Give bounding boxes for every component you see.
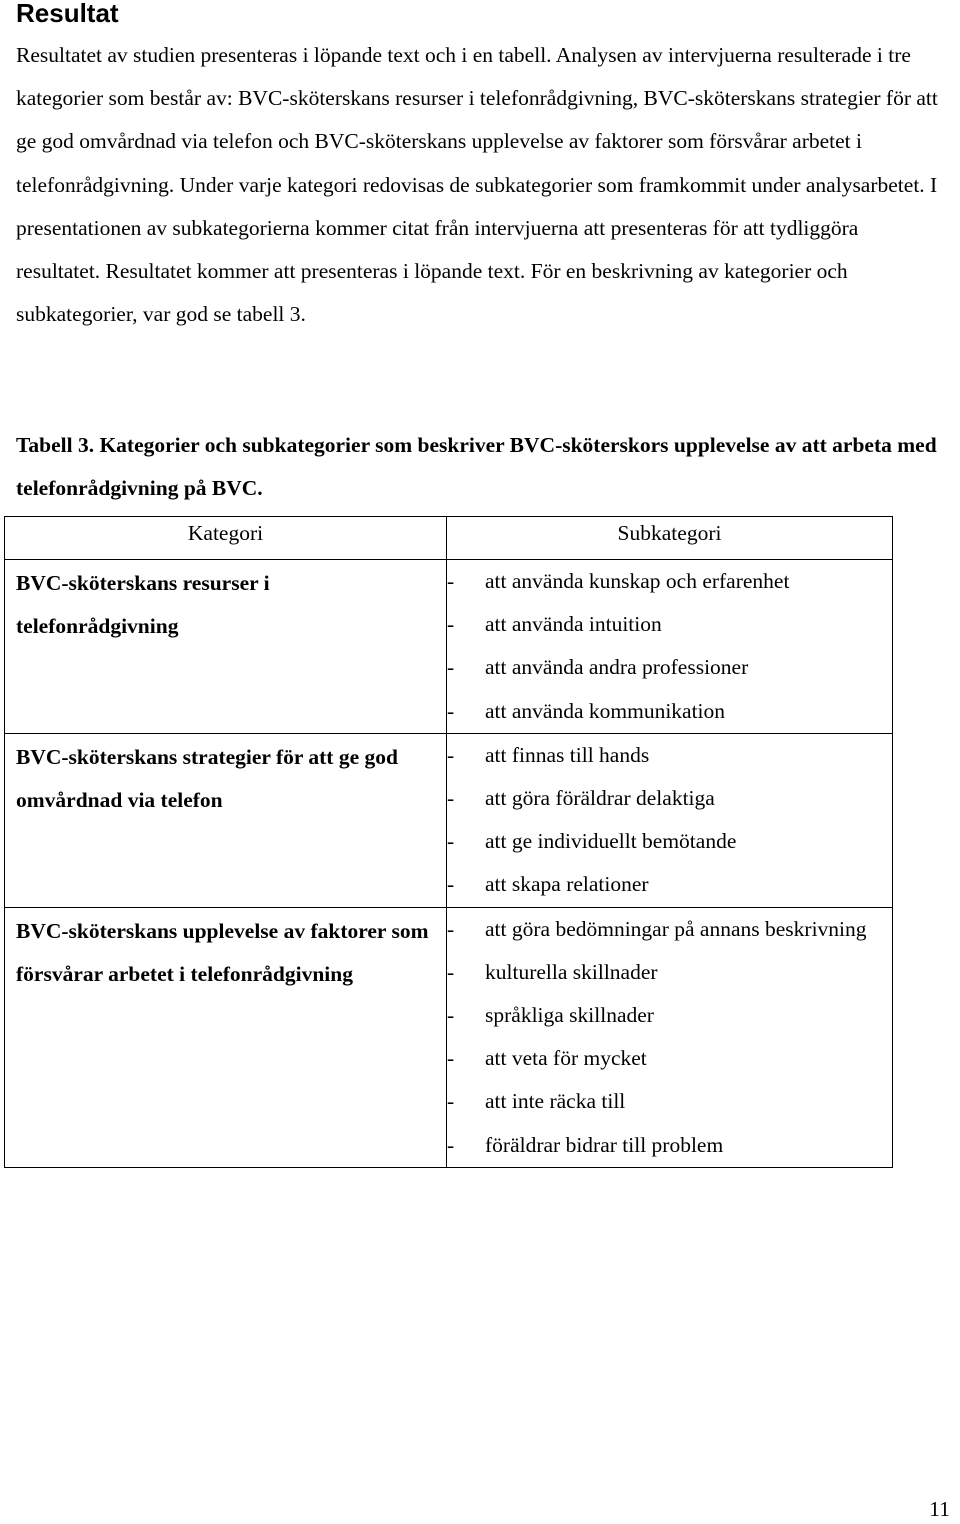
- subcategory-list: [447, 734, 892, 907]
- list-item: [447, 908, 892, 951]
- category-cell: BVC-sköterskans upplevelse av faktorer som försvårar arbetet i telefonrådgivning: [5, 907, 447, 1167]
- dash-bullet: -: [447, 1089, 455, 1114]
- subcategory-text: att göra föräldrar delaktiga: [485, 786, 715, 811]
- page-number: 11: [929, 1497, 950, 1521]
- table-row: [5, 733, 893, 907]
- dash-bullet: -: [447, 1132, 455, 1157]
- category-cell: BVC-sköterskans strategier för att ge god omvårdnad via telefon: [5, 733, 447, 907]
- subcategory-text: att använda kommunikation: [485, 698, 726, 723]
- list-item: [447, 863, 892, 906]
- list-item: [447, 951, 892, 994]
- list-item: [447, 603, 892, 646]
- subcategory-text: att skapa relationer: [485, 872, 649, 897]
- dash-bullet: -: [447, 959, 455, 984]
- dash-bullet: -: [447, 612, 455, 637]
- category-table: [4, 516, 893, 1168]
- subcategory-list: [447, 908, 892, 1167]
- dash-bullet: -: [447, 742, 455, 767]
- subcategory-text: att veta för mycket: [485, 1046, 647, 1071]
- list-item: [447, 777, 892, 820]
- table-row: [5, 907, 893, 1167]
- table-row: [5, 560, 893, 734]
- subcategory-cell: [447, 733, 893, 907]
- list-item: [447, 820, 892, 863]
- header-category: Kategori: [5, 517, 447, 560]
- subcategory-text: att göra bedömningar på annans beskrivning: [485, 916, 867, 941]
- dash-bullet: -: [447, 829, 455, 854]
- list-item: [447, 560, 892, 603]
- subcategory-text: att finnas till hands: [485, 742, 650, 767]
- category-cell: BVC-sköterskans resurser i telefonrådgivning: [5, 560, 447, 734]
- dash-bullet: -: [447, 916, 455, 941]
- subcategory-text: att använda andra professioner: [485, 655, 749, 680]
- subcategory-text: kulturella skillnader: [485, 959, 658, 984]
- subcategory-text: att använda kunskap och erfarenhet: [485, 569, 790, 593]
- list-item: [447, 994, 892, 1037]
- dash-bullet: -: [447, 1046, 455, 1071]
- dash-bullet: -: [447, 786, 455, 811]
- subcategory-cell: [447, 907, 893, 1167]
- list-item: [447, 646, 892, 689]
- dash-bullet: -: [447, 872, 455, 897]
- dash-bullet: -: [447, 569, 455, 593]
- subcategory-text: att inte räcka till: [485, 1089, 626, 1114]
- subcategory-text: att ge individuellt bemötande: [485, 829, 737, 854]
- intro-paragraph: Resultatet av studien presenteras i löpande text och i en tabell. Analysen av intervjuerna resulterade i tre kategorier som består av: BVC-sköterskans resurser i telefonrådgivning, BVC-sköterskans strategier för att ge god omvårdnad via telefon och BVC-sköterskans upplevelse av faktorer som försvårar arbetet i telefonrådgivning. Under varje kategori redovisas de subkategorier som framkommit under analysarbetet. I presentationen av subkategorierna kommer citat från intervjuerna att presenteras för att tydliggöra resultatet. Resultatet kommer att presenteras i löpande text. För en beskrivning av kategorier och subkategorier, var god se tabell 3.: [16, 43, 938, 327]
- table-header-row: [5, 517, 893, 560]
- subcategory-list: [447, 560, 892, 733]
- dash-bullet: -: [447, 1003, 455, 1028]
- subcategory-text: att använda intuition: [485, 612, 662, 637]
- table-caption: Tabell 3. Kategorier och subkategorier som beskriver BVC-sköterskors upplevelse av att arbeta med telefonrådgivning på BVC.: [16, 433, 937, 501]
- subcategory-text: språkliga skillnader: [485, 1003, 654, 1028]
- dash-bullet: -: [447, 655, 455, 680]
- subcategory-text: föräldrar bidrar till problem: [485, 1132, 724, 1157]
- list-item: [447, 1124, 892, 1167]
- list-item: [447, 1080, 892, 1123]
- dash-bullet: -: [447, 698, 455, 723]
- section-heading: Resultat: [16, 0, 119, 28]
- header-subcategory: Subkategori: [447, 517, 893, 560]
- subcategory-cell: [447, 560, 893, 734]
- list-item: [447, 690, 892, 733]
- list-item: [447, 1037, 892, 1080]
- list-item: [447, 734, 892, 777]
